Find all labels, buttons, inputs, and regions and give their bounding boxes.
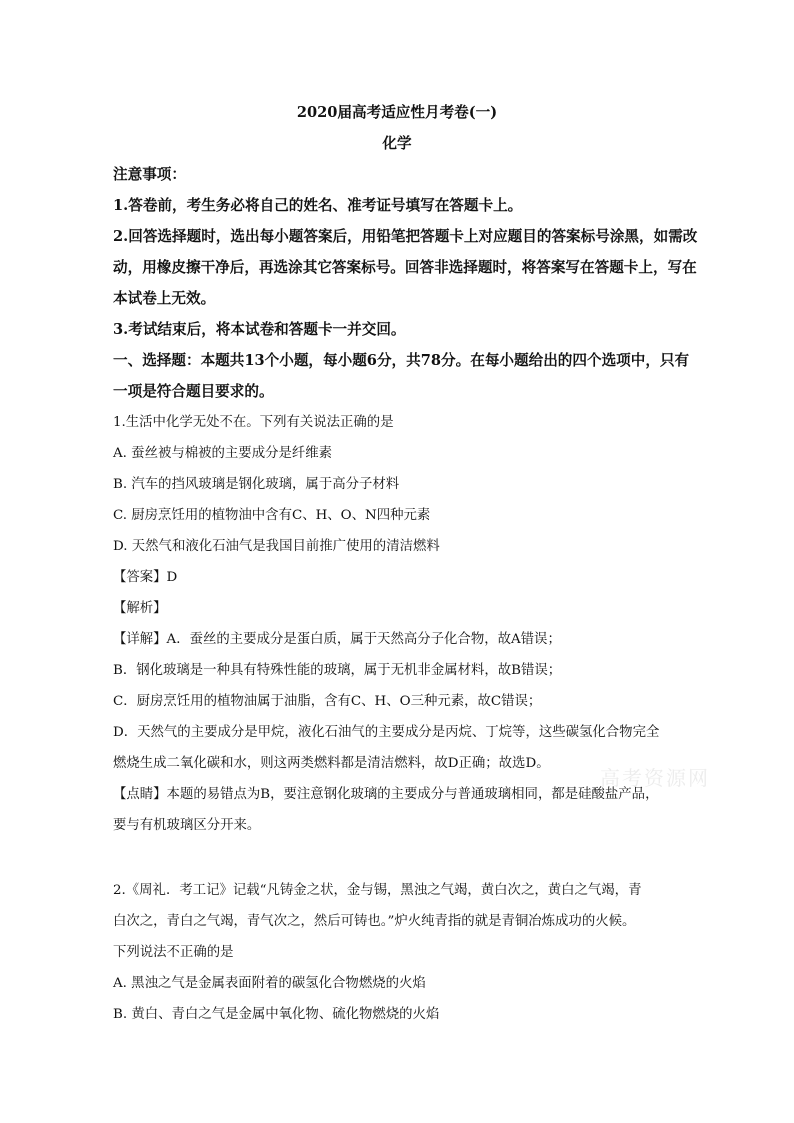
q1-detail-d-line-2: 燃烧生成二氧化碳和水，则这两类燃料都是清洁燃料，故D正确；故选D。 bbox=[113, 756, 550, 771]
q1-option-d: D. 天然气和液化石油气是我国目前推广使用的清洁燃料 bbox=[113, 539, 440, 554]
notice-heading: 注意事项： bbox=[113, 166, 186, 183]
section-heading-line-2: 一项是符合题目要求的。 bbox=[113, 383, 274, 400]
q1-tip-line-1: 【点睛】本题的易错点为B，要注意钢化玻璃的主要成分与普通玻璃相同，都是硅酸盐产品， bbox=[113, 787, 659, 802]
q2-option-b: B. 黄白、青白之气是金属中氧化物、硫化物燃烧的火焰 bbox=[113, 1007, 440, 1022]
notice-item-2-line-3: 本试卷上无效。 bbox=[113, 290, 216, 307]
watermark: 高考资源网 bbox=[600, 766, 710, 790]
section-heading-line-1: 一、选择题：本题共13个小题，每小题6分，共78分。在每小题给出的四个选项中，只有 bbox=[113, 352, 690, 369]
q1-option-b: B. 汽车的挡风玻璃是钢化玻璃，属于高分子材料 bbox=[113, 477, 400, 492]
q2-stem-line-2: 白次之，青白之气竭，青气次之，然后可铸也。”炉火纯青指的就是青铜冶炼成功的火候。 bbox=[113, 914, 636, 929]
q1-option-a: A. 蚕丝被与棉被的主要成分是纤维素 bbox=[113, 446, 333, 461]
q1-option-c: C. 厨房烹饪用的植物油中含有C、H、O、N四种元素 bbox=[113, 508, 431, 523]
notice-item-3: 3.考试结束后，将本试卷和答题卡一并交回。 bbox=[113, 321, 406, 338]
q1-stem: 1.生活中化学无处不在。下列有关说法正确的是 bbox=[113, 415, 394, 430]
q2-stem-line-3: 下列说法不正确的是 bbox=[113, 945, 234, 960]
notice-item-2-line-2: 动，用橡皮擦干净后，再选涂其它答案标号。回答非选择题时，将答案写在答题卡上，写在 bbox=[113, 259, 697, 276]
notice-item-2-line-1: 2.回答选择题时，选出每小题答案后，用铅笔把答题卡上对应题目的答案标号涂黑，如需改 bbox=[113, 228, 698, 245]
notice-item-1: 1.答卷前，考生务必将自己的姓名、准考证号填写在答题卡上。 bbox=[113, 197, 523, 214]
q1-answer: 【答案】D bbox=[113, 570, 178, 585]
q2-stem-line-1: 2.《周礼．考工记》记载“凡铸金之状，金与锡，黑浊之气竭，黄白次之，黄白之气竭，青 bbox=[113, 883, 642, 898]
subject-title: 化学 bbox=[382, 135, 412, 152]
q1-detail-d-line-1: D．天然气的主要成分是甲烷，液化石油气的主要成分是丙烷、丁烷等，这些碳氢化合物完全 bbox=[113, 725, 660, 740]
q1-detail-c: C．厨房烹饪用的植物油属于油脂，含有C、H、O三种元素，故C错误； bbox=[113, 694, 542, 709]
exam-title: 2020届高考适应性月考卷(一) bbox=[296, 104, 498, 121]
q1-detail-a: 【详解】A．蚕丝的主要成分是蛋白质，属于天然高分子化合物，故A错误； bbox=[113, 632, 561, 647]
q1-detail-b: B．钢化玻璃是一种具有特殊性能的玻璃，属于无机非金属材料，故B错误； bbox=[113, 663, 562, 678]
q1-analysis-label: 【解析】 bbox=[113, 601, 167, 616]
q1-tip-line-2: 要与有机玻璃区分开来。 bbox=[113, 818, 261, 833]
q2-option-a: A. 黑浊之气是金属表面附着的碳氢化合物燃烧的火焰 bbox=[113, 976, 426, 991]
